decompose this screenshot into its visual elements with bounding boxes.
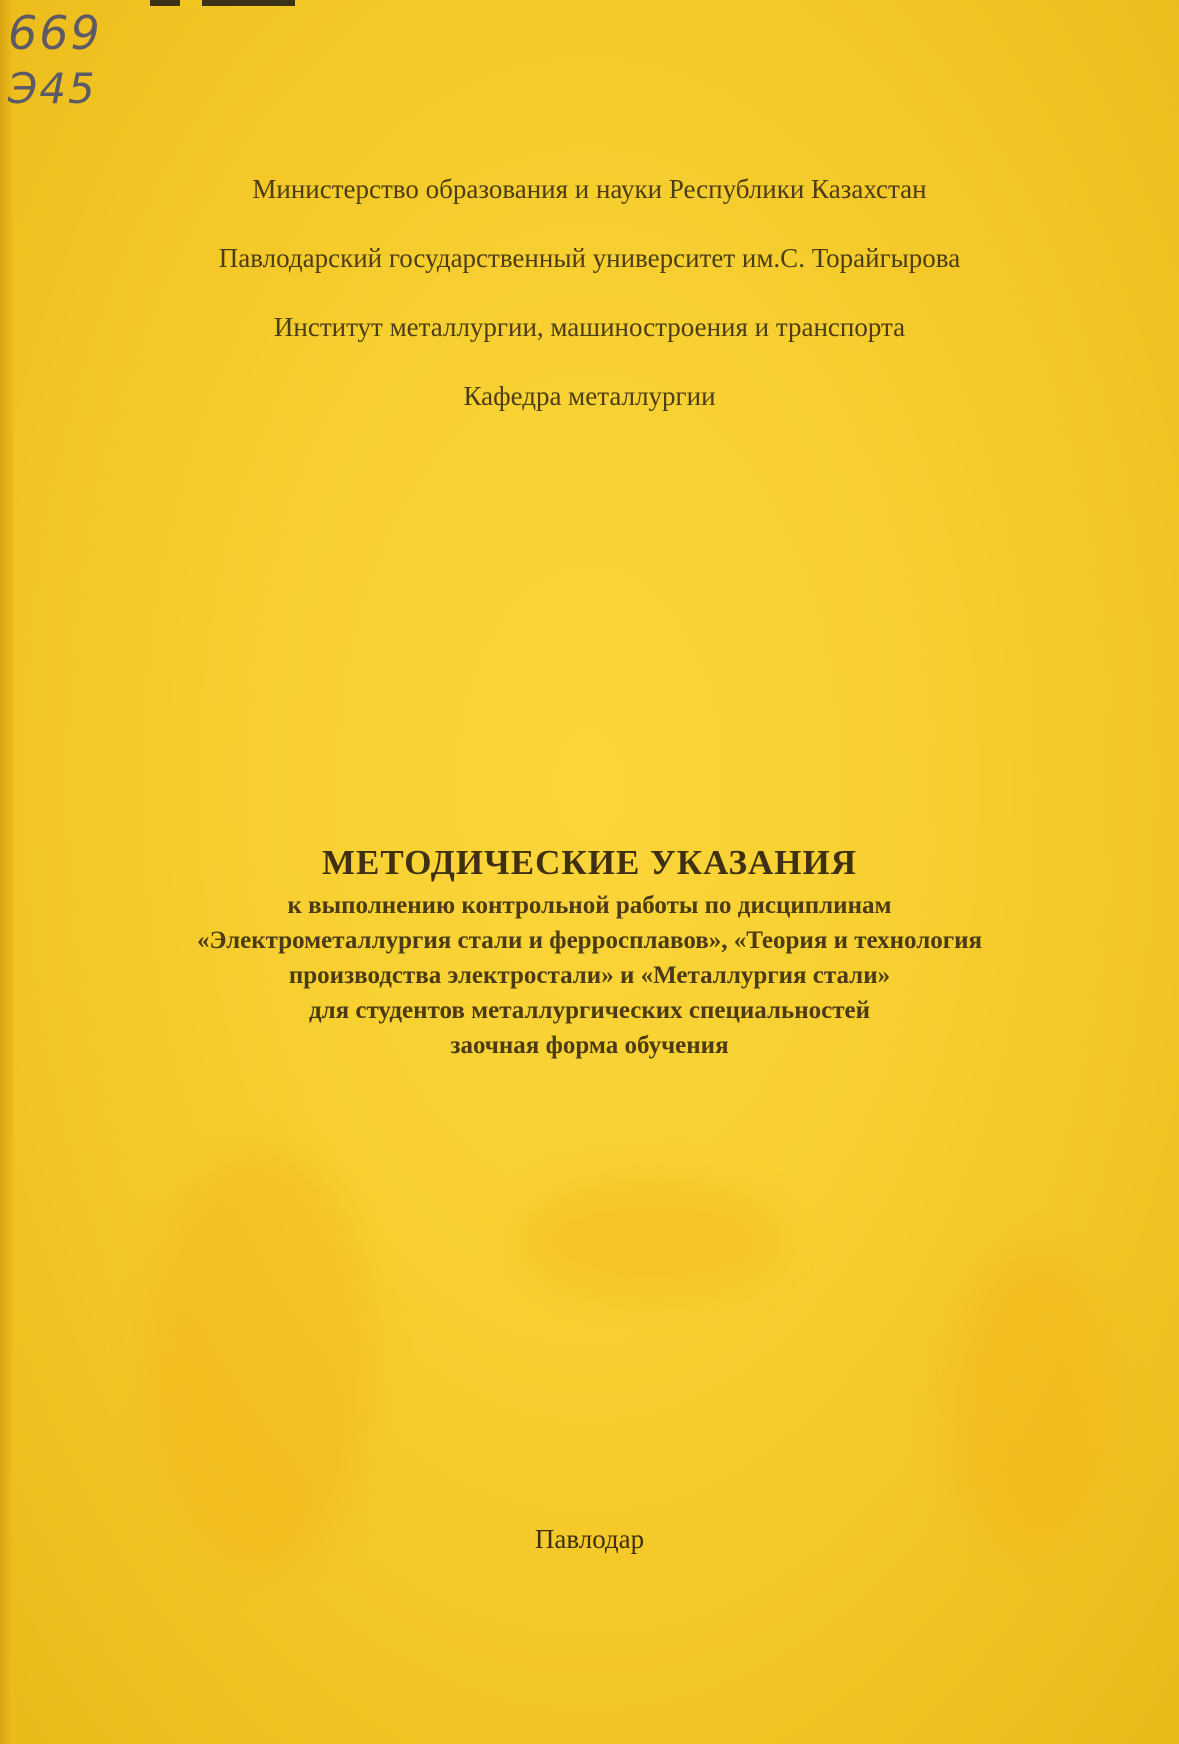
- subtitle-line: для студентов металлургических специальностей: [308, 997, 871, 1024]
- handwritten-code-2: Э45: [8, 64, 97, 113]
- paper-stain: [520, 1180, 780, 1300]
- institute-name: Институт металлургии, машиностроения и транспорта: [273, 312, 906, 342]
- document-subtitle: [0, 888, 1179, 1063]
- paper-stain: [950, 1250, 1110, 1550]
- subtitle-line: производства электростали» и «Металлургия стали»: [288, 962, 891, 989]
- document-title: МЕТОДИЧЕСКИЕ УКАЗАНИЯ: [322, 843, 857, 882]
- top-edge-mark: [150, 0, 295, 6]
- subtitle-line: «Электрометаллургия стали и ферросплавов», «Теория и технология: [196, 927, 983, 954]
- publication-city: Павлодар: [534, 1524, 645, 1554]
- ministry-name: Министерство образования и науки Республики Казахстан: [252, 174, 927, 204]
- paper-stain: [150, 1150, 370, 1570]
- subtitle-line: к выполнению контрольной работы по дисциплинам: [287, 892, 892, 919]
- university-name: Павлодарский государственный университет им.С. Торайгырова: [218, 243, 961, 273]
- subtitle-line: заочная форма обучения: [450, 1032, 729, 1059]
- department-name: Кафедра металлургии: [463, 381, 716, 411]
- handwritten-code-1: 669: [8, 6, 102, 60]
